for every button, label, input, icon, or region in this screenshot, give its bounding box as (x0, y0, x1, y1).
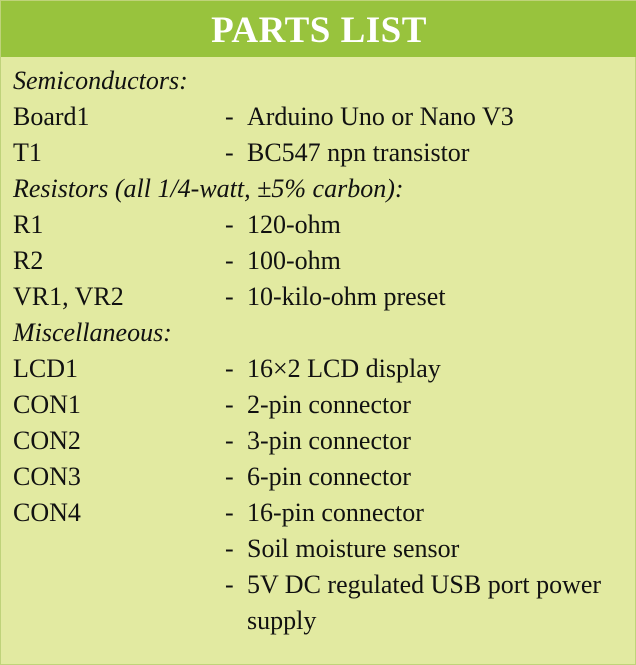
parts-list-header (1, 1, 636, 57)
part-desc: BC547 npn transistor (247, 138, 470, 167)
part-dash: - (225, 426, 234, 455)
part-ref: CON1 (13, 390, 81, 419)
part-ref: CON3 (13, 462, 81, 491)
part-dash: - (225, 138, 234, 167)
part-desc: 16-pin connector (247, 498, 424, 527)
part-dash: - (225, 462, 234, 491)
part-dash: - (225, 498, 234, 527)
part-ref: Board1 (13, 102, 90, 131)
part-dash: - (225, 282, 234, 311)
part-desc: Arduino Uno or Nano V3 (247, 102, 514, 131)
part-ref: T1 (13, 138, 42, 167)
part-desc: Soil moisture sensor (247, 534, 460, 563)
parts-list-title: PARTS LIST (211, 9, 427, 51)
part-desc: 5V DC regulated USB port power supply (247, 570, 602, 635)
part-row (13, 387, 628, 423)
part-row (13, 207, 628, 243)
part-row (13, 495, 628, 531)
part-row (13, 279, 628, 315)
part-row (13, 243, 628, 279)
part-row (13, 459, 628, 495)
part-dash: - (225, 390, 234, 419)
part-ref (13, 531, 225, 567)
part-dash: - (225, 354, 234, 383)
part-dash: - (225, 570, 234, 599)
part-ref: CON2 (13, 426, 81, 455)
section-heading-miscellaneous: Miscellaneous: (13, 318, 172, 347)
part-desc: 6-pin connector (247, 462, 411, 491)
part-ref: R2 (13, 246, 44, 275)
part-row (13, 135, 628, 171)
part-row (13, 99, 628, 135)
part-row (13, 423, 628, 459)
part-ref: LCD1 (13, 354, 78, 383)
part-desc: 10-kilo-ohm preset (247, 282, 446, 311)
part-row (13, 351, 628, 387)
part-desc: 100-ohm (247, 246, 341, 275)
part-dash: - (225, 246, 234, 275)
part-desc: 16×2 LCD display (247, 354, 441, 383)
section-heading-resistors: Resistors (all 1/4-watt, ±5% carbon): (13, 174, 404, 203)
parts-list-content (13, 63, 628, 639)
part-dash: - (225, 102, 234, 131)
part-desc: 120-ohm (247, 210, 341, 239)
part-desc: 2-pin connector (247, 390, 411, 419)
part-ref: CON4 (13, 498, 81, 527)
part-dash: - (225, 210, 234, 239)
section-heading-semiconductors: Semiconductors: (13, 66, 188, 95)
part-ref (13, 567, 225, 639)
part-desc: 3-pin connector (247, 426, 411, 455)
part-ref: R1 (13, 210, 44, 239)
part-ref: VR1, VR2 (13, 282, 124, 311)
part-row (13, 567, 628, 639)
part-dash: - (225, 534, 234, 563)
part-row (13, 531, 628, 567)
